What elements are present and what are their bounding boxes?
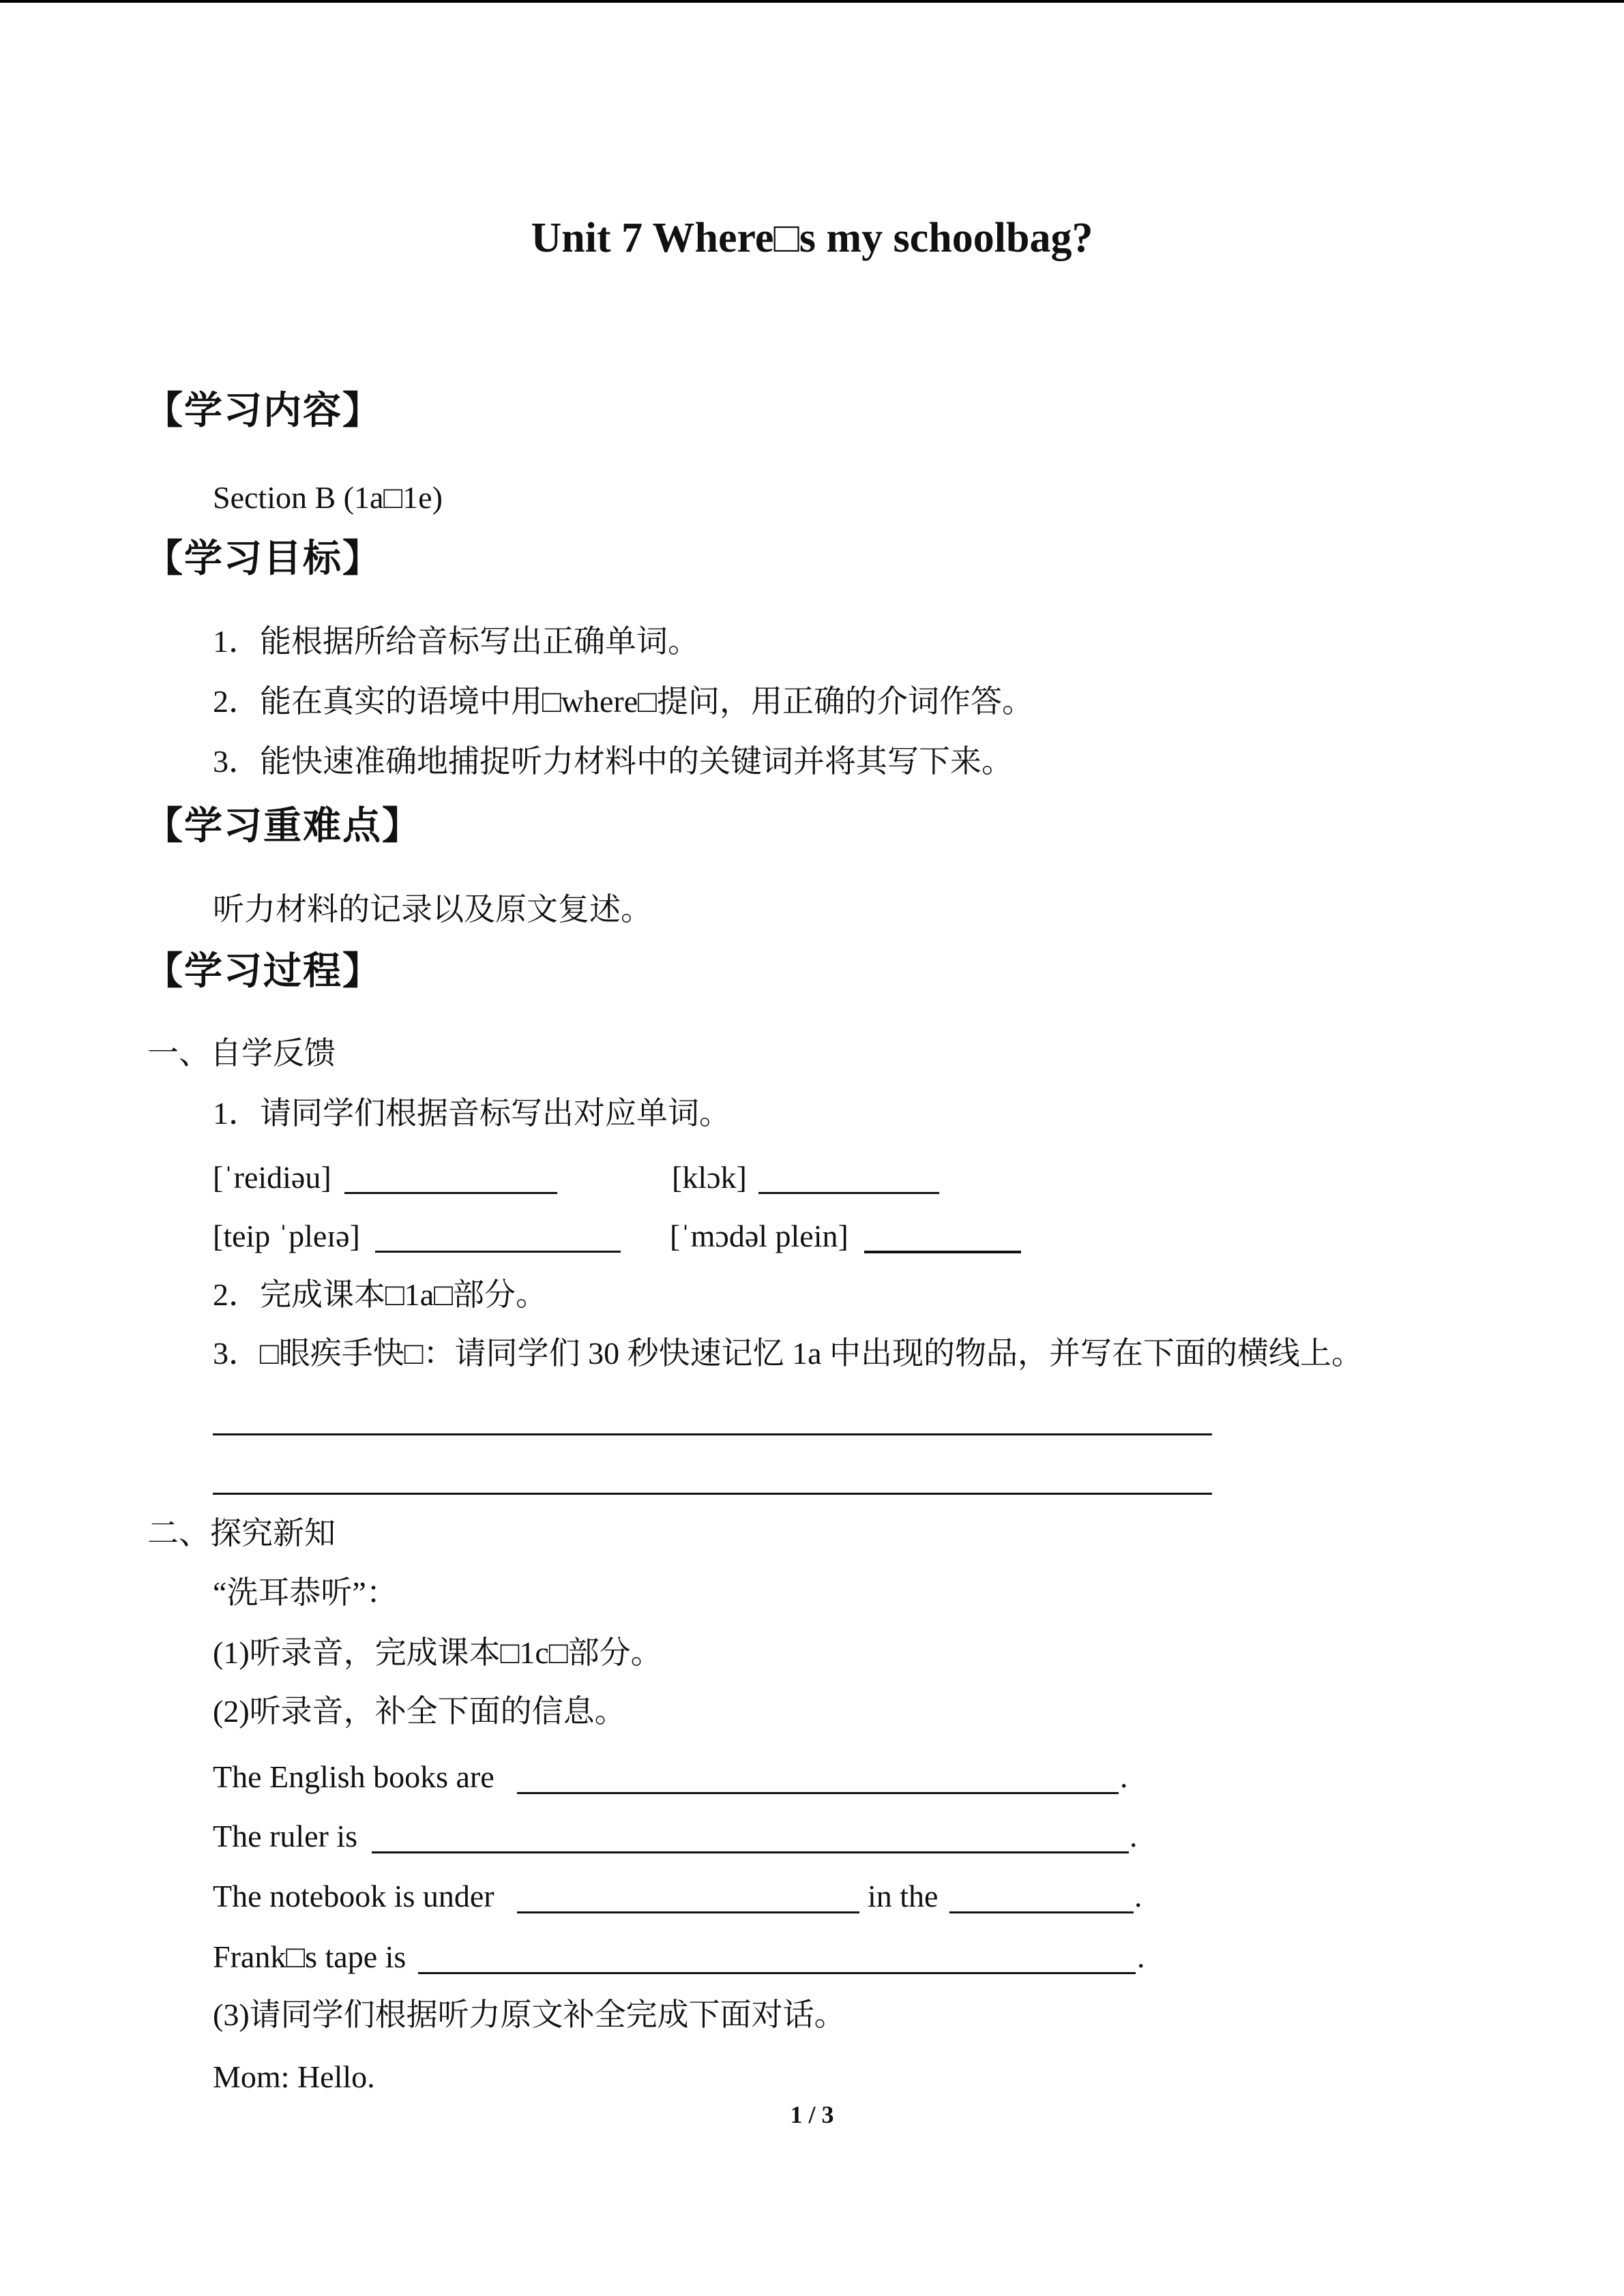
heading-content: 【学习内容】 — [145, 389, 382, 433]
page-number: 1 / 3 — [790, 2101, 834, 2128]
step-1: (1)听录音，完成课本□1c□部分。 — [213, 1635, 662, 1670]
phonetic-1: [ˈreidiəu] — [213, 1160, 331, 1195]
fill-sentence-3a: The notebook is under — [213, 1879, 494, 1913]
part1-question-2: 2．完成课本□1a□部分。 — [213, 1277, 547, 1312]
phonetic-2: [klɔk] — [672, 1160, 747, 1195]
answer-line-1[interactable] — [213, 1433, 1212, 1435]
dialogue-line-1: Mom: Hello. — [213, 2059, 375, 2094]
blank-ruler[interactable] — [372, 1851, 1129, 1853]
page-top-border — [0, 0, 1624, 3]
phonetic-4: [ˈmɔdəl plein] — [670, 1219, 848, 1253]
part2-title: 二、探究新知 — [147, 1516, 336, 1551]
listen-heading: “洗耳恭听”： — [213, 1575, 398, 1610]
blank-english-books[interactable] — [517, 1792, 1119, 1794]
fill-sentence-3b: in the — [868, 1879, 939, 1913]
answer-line-2[interactable] — [213, 1493, 1212, 1495]
period-1: . — [1120, 1759, 1128, 1794]
blank-phonetic-4[interactable] — [864, 1251, 1021, 1253]
blank-phonetic-2[interactable] — [758, 1192, 939, 1194]
page-title: Unit 7 Where□s my schoolbag? — [531, 215, 1093, 261]
period-3: . — [1134, 1879, 1142, 1913]
blank-notebook-in[interactable] — [949, 1911, 1134, 1913]
goal-item-1: 1．能根据所给音标写出正确单词。 — [213, 624, 699, 659]
goal-item-2: 2．能在真实的语境中用□where□提问，用正确的介词作答。 — [213, 684, 1033, 719]
key-points-text: 听力材料的记录以及原文复述。 — [213, 892, 652, 927]
content-text: Section B (1a□1e) — [213, 480, 443, 515]
blank-tape[interactable] — [418, 1972, 1136, 1974]
period-4: . — [1137, 1939, 1145, 1974]
part1-question-1: 1．请同学们根据音标写出对应单词。 — [213, 1096, 730, 1131]
step-3: (3)请同学们根据听力原文补全完成下面对话。 — [213, 1997, 846, 2032]
heading-process: 【学习过程】 — [145, 949, 382, 994]
goal-item-3: 3．能快速准确地捕捉听力材料中的关键词并将其写下来。 — [213, 744, 1013, 779]
phonetic-3: [teip ˈpleɪə] — [213, 1219, 360, 1253]
fill-sentence-4: Frank□s tape is — [213, 1939, 407, 1974]
fill-sentence-1: The English books are — [213, 1759, 494, 1794]
period-2: . — [1130, 1819, 1138, 1853]
part1-question-3: 3．□眼疾手快□：请同学们 30 秒快速记忆 1a 中出现的物品，并写在下面的横线上。 — [213, 1336, 1363, 1371]
heading-goals: 【学习目标】 — [145, 537, 382, 581]
blank-notebook-under[interactable] — [517, 1911, 859, 1913]
step-2: (2)听录音，补全下面的信息。 — [213, 1694, 626, 1729]
heading-key-points: 【学习重难点】 — [145, 804, 422, 848]
part1-title: 一、自学反馈 — [147, 1036, 336, 1071]
blank-phonetic-1[interactable] — [344, 1192, 557, 1194]
blank-phonetic-3[interactable] — [375, 1251, 621, 1253]
fill-sentence-2: The ruler is — [213, 1819, 358, 1853]
